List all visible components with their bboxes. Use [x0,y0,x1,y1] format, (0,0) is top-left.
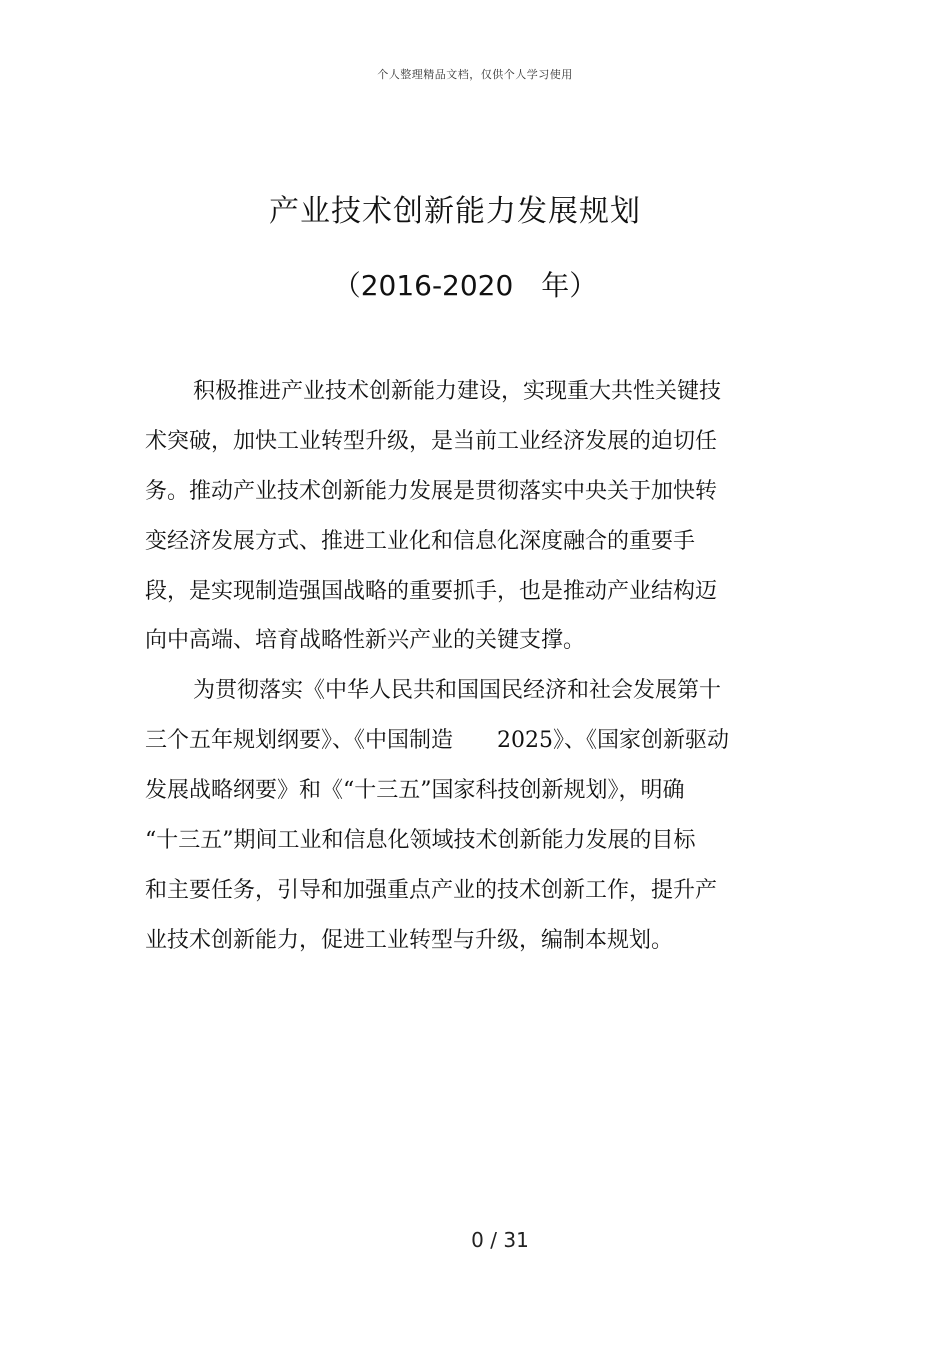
document-subtitle: （2016-2020 年） [332,269,598,302]
paragraph-line: 段，是实现制造强国战略的重要抓手，也是推动产业结构迈 [145,579,718,604]
paragraph-line: 积极推进产业技术创新能力建设，实现重大共性关键技 [193,379,722,404]
paragraph-line: 向中高端、培育战略性新兴产业的关键支撑。 [145,628,586,653]
paragraph-line: 为贯彻落实《中华人民共和国国民经济和社会发展第十 [193,678,722,703]
paragraph-line: 务。推动产业技术创新能力发展是贯彻落实中央关于加快转 [145,479,718,504]
paragraph-line: “十三五”期间工业和信息化领域技术创新能力发展的目标 [145,828,696,853]
paragraph-line: 和主要任务，引导和加强重点产业的技术创新工作，提升产 [145,878,718,903]
document-title: 产业技术创新能力发展规划 [269,194,641,229]
paragraph-line: 变经济发展方式、推进工业化和信息化深度融合的重要手 [145,529,696,554]
paragraph-line: 发展战略纲要》和《“十三五”国家科技创新规划》，明确 [145,778,685,803]
paragraph-line: 术突破，加快工业转型升级，是当前工业经济发展的迫切任 [145,429,718,454]
header-note: 个人整理精品文档，仅供个人学习使用 [377,68,573,81]
paragraph-line: 业技术创新能力，促进工业转型与升级，编制本规划。 [145,928,674,953]
page-number: 0 / 31 [471,1228,529,1252]
paragraph-line: 三个五年规划纲要》、《中国制造 2025》、《国家创新驱动 [145,728,729,753]
